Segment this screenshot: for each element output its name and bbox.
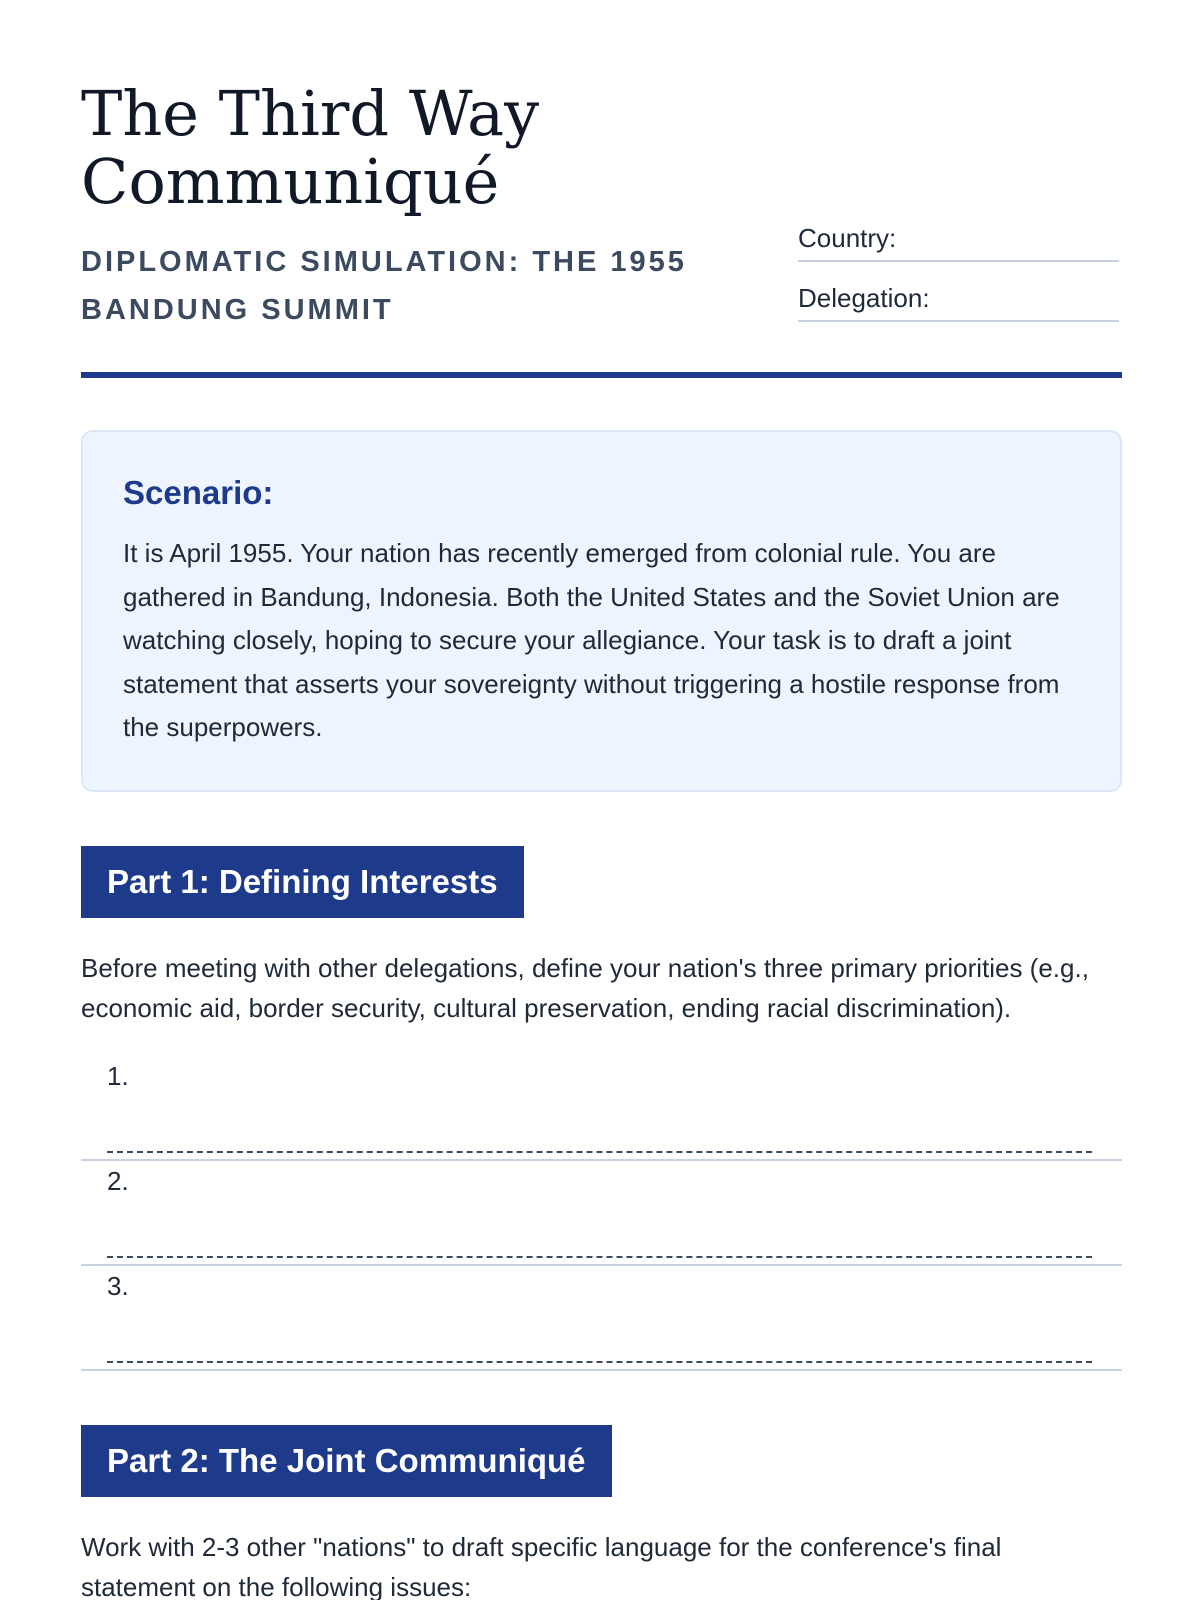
delegation-label: Delegation: — [798, 283, 930, 313]
scenario-text: It is April 1955. Your nation has recently emerged from colonial rule. You are gathered in Bandung, Indonesia. Both the United States and the Soviet Union are watching closely, hoping to secure your allegiance. Your task is to draft a joint statement that asserts your sovereignty without triggering a hostile response from the superpowers. — [123, 538, 1060, 742]
part-1-heading: Part 1: Defining Interests — [81, 846, 524, 918]
country-label: Country: — [798, 223, 897, 253]
answer-blank[interactable] — [107, 1359, 1092, 1363]
part-1-intro: Before meeting with other delegations, define your nation's three primary priorities (e.g., economic aid, border security, cultural preservation, ending racial discrimination). — [81, 952, 1089, 1023]
priority-item-1[interactable] — [81, 1056, 1122, 1161]
priority-number: 3. — [107, 1270, 129, 1301]
part-2-heading: Part 2: The Joint Communiqué — [81, 1425, 612, 1497]
answer-blank[interactable] — [107, 1254, 1092, 1258]
priority-item-2[interactable] — [81, 1161, 1122, 1266]
scenario-box — [81, 430, 1122, 792]
priority-number: 1. — [107, 1060, 129, 1091]
priority-number: 2. — [107, 1165, 129, 1196]
header-title-block — [81, 77, 721, 334]
answer-blank[interactable] — [107, 1149, 1092, 1153]
priority-list — [81, 1056, 1122, 1371]
scenario-title: Scenario: — [123, 474, 274, 511]
worksheet-header — [81, 77, 1119, 334]
country-field[interactable] — [798, 210, 1119, 262]
student-info-fields — [798, 210, 1119, 322]
header-divider — [81, 372, 1122, 378]
page-subtitle: DIPLOMATIC SIMULATION: THE 1955 BANDUNG SUMMIT — [81, 246, 687, 326]
page-title: The Third Way Communiqué — [81, 77, 540, 218]
priority-item-3[interactable] — [81, 1266, 1122, 1371]
delegation-field[interactable] — [798, 262, 1119, 322]
part-2-intro: Work with 2-3 other "nations" to draft specific language for the conference's final statement on the following issues: — [81, 1531, 1002, 1600]
